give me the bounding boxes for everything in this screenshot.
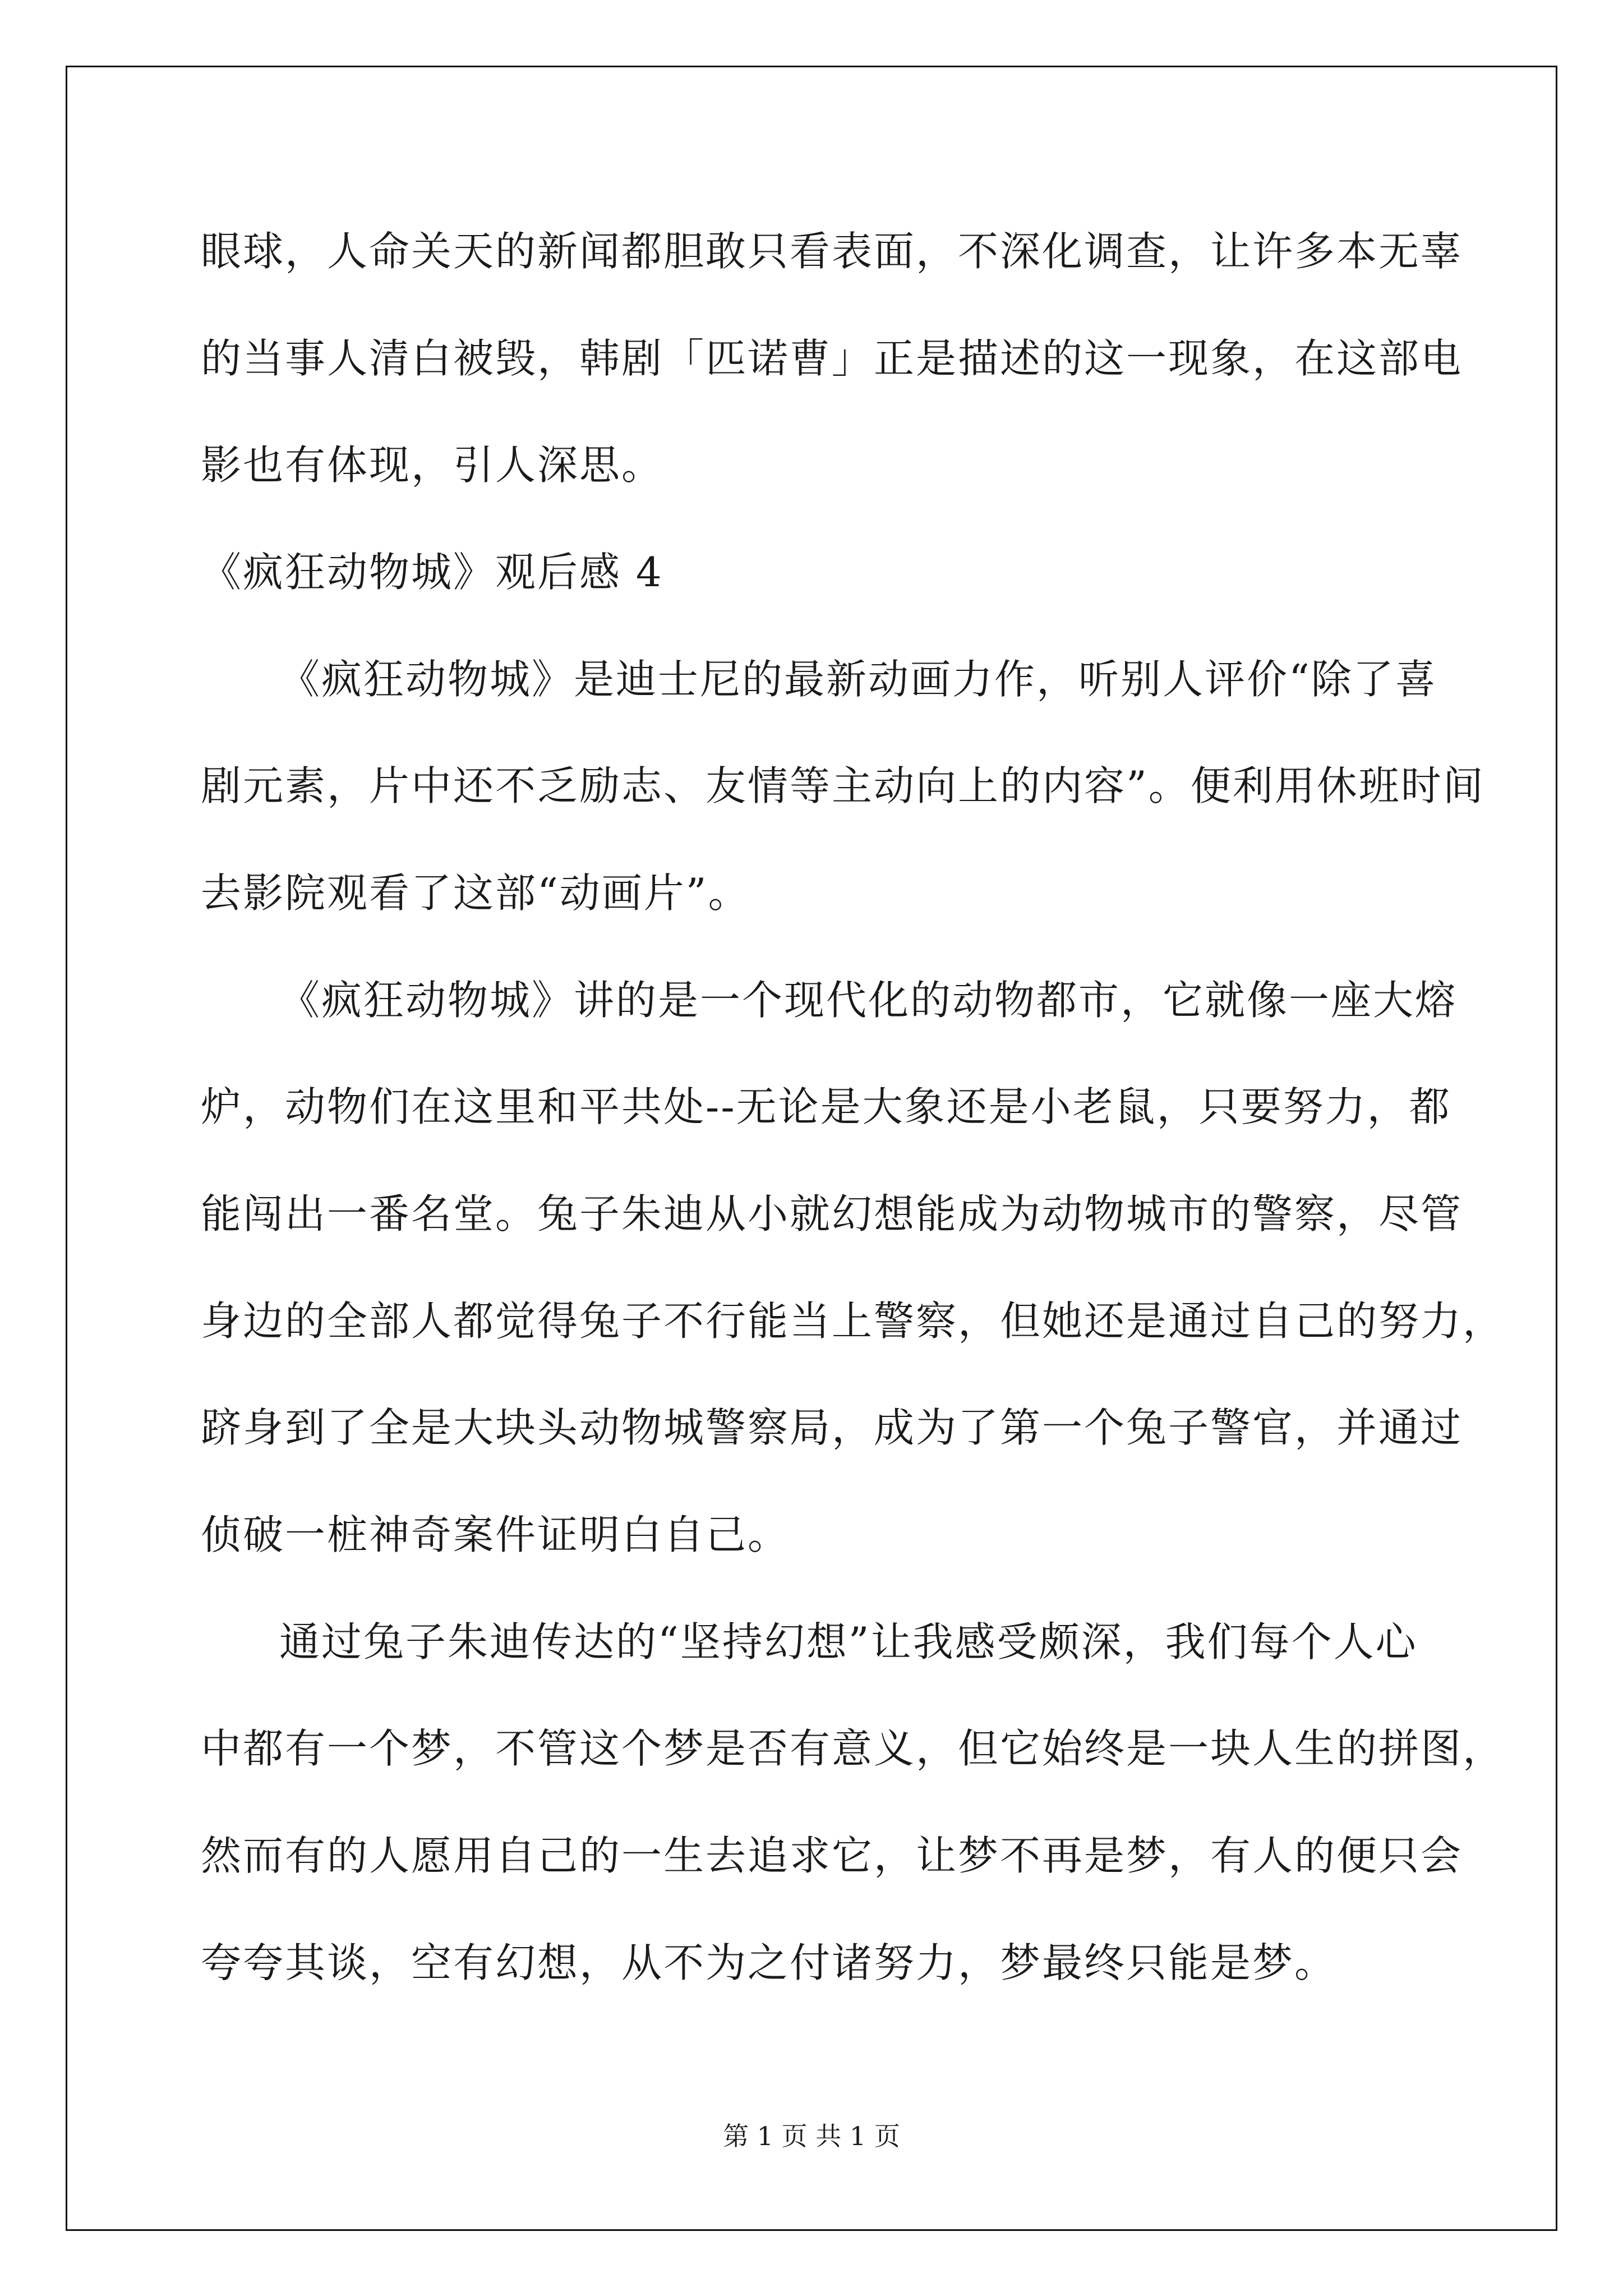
page-border (66, 66, 1557, 2231)
paragraph-line: 然而有的人愿用自己的一生去追求它，让梦不再是梦，有人的便只会 (201, 1832, 1463, 1879)
text-line: 影也有体现，引人深思。 (201, 441, 664, 489)
paragraph-line: 《疯狂动物城》讲的是一个现代化的动物都市，它就像一座大熔 (279, 977, 1458, 1024)
text-line: 眼球，人命关天的新闻都胆敢只看表面，不深化调查，让许多本无辜 (201, 228, 1463, 275)
section-heading: 《疯狂动物城》观后感 4 (201, 549, 663, 596)
paragraph-line: 侦破一桩神奇案件证明白自己。 (201, 1511, 790, 1558)
paragraph-line: 能闯出一番名堂。兔子朱迪从小就幻想能成为动物城市的警察，尽管 (201, 1190, 1463, 1237)
paragraph-line: 夸夸其谈，空有幻想，从不为之付诸努力，梦最终只能是梦。 (201, 1939, 1337, 1986)
paragraph-line: 炉，动物们在这里和平共处--无论是大象还是小老鼠，只要努力，都 (201, 1083, 1451, 1130)
paragraph-line: 《疯狂动物城》是迪士尼的最新动画力作，听别人评价“除了喜 (279, 656, 1437, 703)
paragraph-line: 中都有一个梦，不管这个梦是否有意义，但它始终是一块人生的拼图， (201, 1725, 1505, 1772)
paragraph-line: 通过兔子朱迪传达的“坚持幻想”让我感受颇深，我们每个人心 (279, 1618, 1418, 1665)
paragraph-line: 身边的全部人都觉得兔子不行能当上警察，但她还是通过自己的努力， (201, 1297, 1505, 1345)
text-line: 的当事人清白被毁，韩剧「匹诺曹」正是描述的这一现象，在这部电 (201, 335, 1463, 382)
page-number: 第 1 页 共 1 页 (723, 2121, 900, 2151)
paragraph-line: 去影院观看了这部“动画片”。 (201, 869, 750, 917)
paragraph-line: 跻身到了全是大块头动物城警察局，成为了第一个兔子警官，并通过 (201, 1404, 1463, 1451)
paragraph-line: 剧元素，片中还不乏励志、友情等主动向上的内容”。便利用休班时间 (201, 762, 1485, 809)
